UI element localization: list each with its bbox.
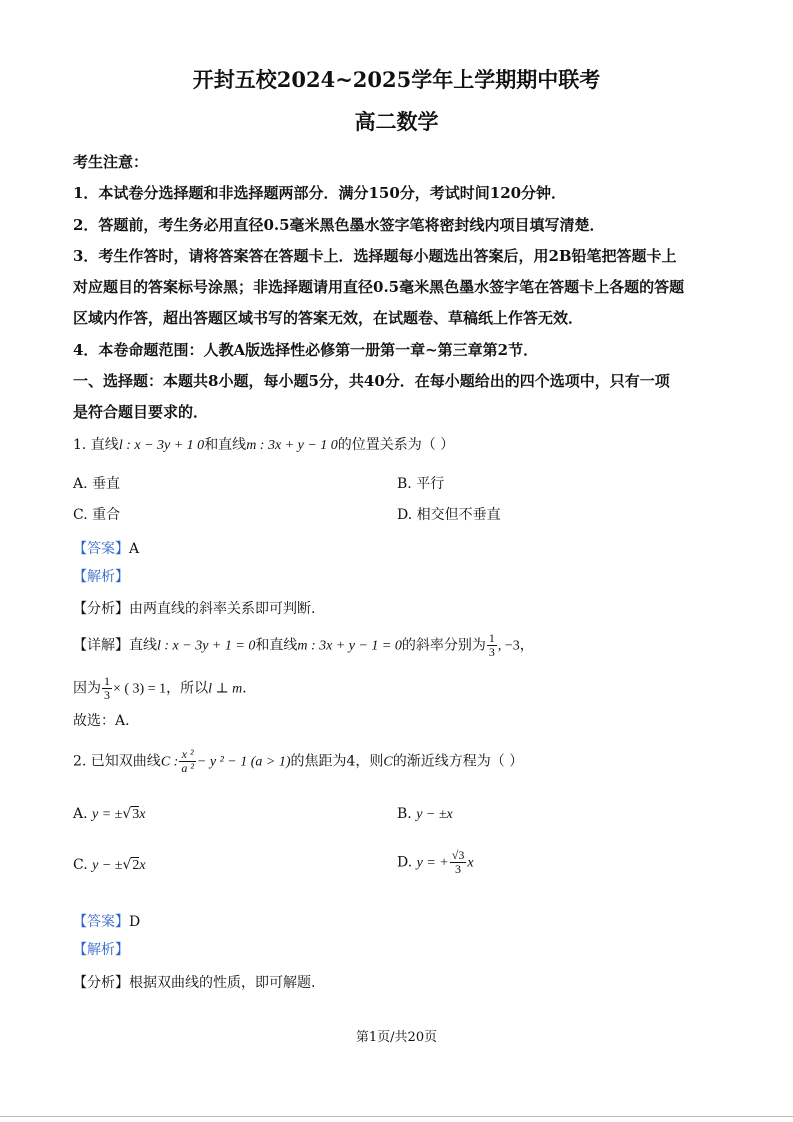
- notice-item: 1．本试卷分选择题和非选择题两部分．满分150分，考试时间120分钟．: [73, 184, 567, 202]
- option-radicand: 3: [132, 807, 140, 822]
- answer-value: D: [129, 914, 141, 930]
- option-b: [397, 806, 453, 823]
- option-variable: x: [467, 855, 474, 871]
- option-variable: x: [139, 858, 146, 873]
- answer-tag: 【答案】: [73, 914, 129, 930]
- fraction-denominator: 3: [455, 862, 462, 876]
- hyperbola-name: C: [383, 754, 393, 770]
- option-fraction: [450, 849, 467, 876]
- hyperbola-name: C :: [160, 754, 179, 770]
- notice-item: 区域内作答，超出答题区域书写的答案无效，在试题卷、草稿纸上作答无效．: [73, 309, 584, 327]
- choose-line: 故选：A.: [73, 713, 130, 729]
- fenxi-tag: 【分析】: [73, 975, 129, 991]
- hyperbola-fraction: [179, 748, 196, 775]
- fraction-numerator: 1: [104, 674, 110, 688]
- fenxi-tag: 【分析】: [73, 601, 129, 617]
- fenxi-text: 根据双曲线的性质，即可解题.: [129, 975, 316, 991]
- period: ．: [242, 680, 257, 697]
- line-m-expression: m : 3x + y − 1 0: [246, 438, 338, 453]
- question-number: 1. 直线: [73, 437, 119, 453]
- notice-item: 2．答题前，考生务必用直径0.5毫米黑色墨水签字笔将密封线内项目填写清楚．: [73, 216, 605, 234]
- option-b: B. 平行: [397, 476, 445, 492]
- option-d: D. 相交但不垂直: [397, 507, 501, 523]
- option-expression: y = +: [416, 855, 449, 871]
- section-heading: 一、选择题：本题共8小题，每小题5分，共40分．在每小题给出的四个选项中，只有一项: [73, 372, 670, 390]
- option-c: C. y − ±√2x: [73, 857, 146, 873]
- fraction-denominator: a ²: [181, 761, 194, 775]
- hyperbola-expression: − y ² − 1 (a > 1): [196, 754, 291, 770]
- page-bottom-divider: [0, 1116, 793, 1117]
- option-label: D.: [397, 854, 413, 871]
- option-expression: y = ±: [92, 807, 123, 822]
- page-title: 开封五校2024~2025学年上学期期中联考: [192, 67, 601, 92]
- question-2-stem: [73, 748, 523, 775]
- product-expression: × ( 3) = 1: [113, 681, 167, 697]
- option-variable: x: [139, 807, 146, 822]
- option-label: B.: [397, 806, 412, 822]
- fraction-numerator: √3: [451, 848, 465, 862]
- because-text: 因为: [73, 680, 101, 697]
- detail-text: 和直线: [255, 637, 298, 654]
- detail-text: ，: [519, 637, 534, 654]
- option-d: [397, 849, 474, 876]
- section-heading: 是符合题目要求的．: [73, 403, 209, 421]
- fenxi-line: [73, 972, 315, 992]
- notice-item: 4．本卷命题范围：人教A版选择性必修第一册第一章~第三章第2节．: [73, 341, 539, 359]
- notice-item: 3．考生作答时，请将答案答在答题卡上．选择题每小题选出答案后，用2B铅笔把答题卡上: [73, 247, 677, 265]
- question-number: 2. 已知双曲线: [73, 753, 161, 770]
- slope-value: , −3: [497, 638, 520, 654]
- question-text: 的位置关系为（ ）: [337, 437, 455, 453]
- slope-fraction: [487, 632, 497, 659]
- page-subtitle: 高二数学: [354, 109, 439, 134]
- detail-tag: 【详解】: [73, 637, 129, 654]
- notice-heading: 考生注意：: [73, 153, 149, 171]
- page-footer: 第1页/共20页: [355, 1030, 438, 1045]
- detail-text: 直线: [129, 637, 157, 654]
- analysis-tag: 【解析】: [73, 942, 129, 958]
- so-text: ，所以: [166, 680, 209, 697]
- option-radicand: 2: [132, 858, 140, 873]
- perpendicular-expression: l ⊥ m: [208, 681, 243, 697]
- line-m-equation: m : 3x + y − 1 = 0: [297, 638, 402, 654]
- line-l-expression: l : x − 3y + 1 0: [118, 438, 205, 453]
- option-expression: y − ±: [92, 858, 123, 873]
- option-a: A. y = ±√3x: [73, 806, 146, 822]
- detail-line: [73, 632, 534, 659]
- line-l-equation: l : x − 3y + 1 = 0: [157, 638, 256, 654]
- because-line: [73, 675, 256, 702]
- detail-text: 的斜率分别为: [401, 637, 486, 654]
- fraction-numerator: x ²: [179, 748, 196, 762]
- question-text: 和直线: [204, 437, 247, 453]
- question-1-stem: [73, 434, 454, 454]
- answer-line: [73, 911, 140, 931]
- answer-tag: 【答案】: [73, 541, 129, 557]
- fenxi-line: [73, 598, 315, 618]
- fenxi-text: 由两直线的斜率关系即可判断.: [129, 601, 316, 617]
- option-label: C.: [73, 857, 88, 873]
- question-text: 的渐近线方程为（ ）: [392, 753, 524, 770]
- fraction-denominator: 3: [488, 645, 495, 659]
- answer-value: A: [129, 541, 140, 557]
- because-fraction: [102, 675, 112, 702]
- analysis-tag: 【解析】: [73, 569, 129, 585]
- option-c: C. 重合: [73, 507, 121, 523]
- option-expression: y − ±x: [416, 807, 453, 822]
- fraction-denominator: 3: [104, 688, 110, 702]
- notice-item: 对应题目的答案标号涂黑；非选择题请用直径0.5毫米黑色墨水签字笔在答题卡上各题的答题: [73, 278, 685, 296]
- answer-line: [73, 538, 139, 558]
- option-a: A. 垂直: [73, 476, 121, 492]
- option-label: A.: [73, 806, 88, 822]
- fraction-numerator: 1: [488, 631, 495, 645]
- question-text: 的焦距为4，则: [290, 753, 384, 770]
